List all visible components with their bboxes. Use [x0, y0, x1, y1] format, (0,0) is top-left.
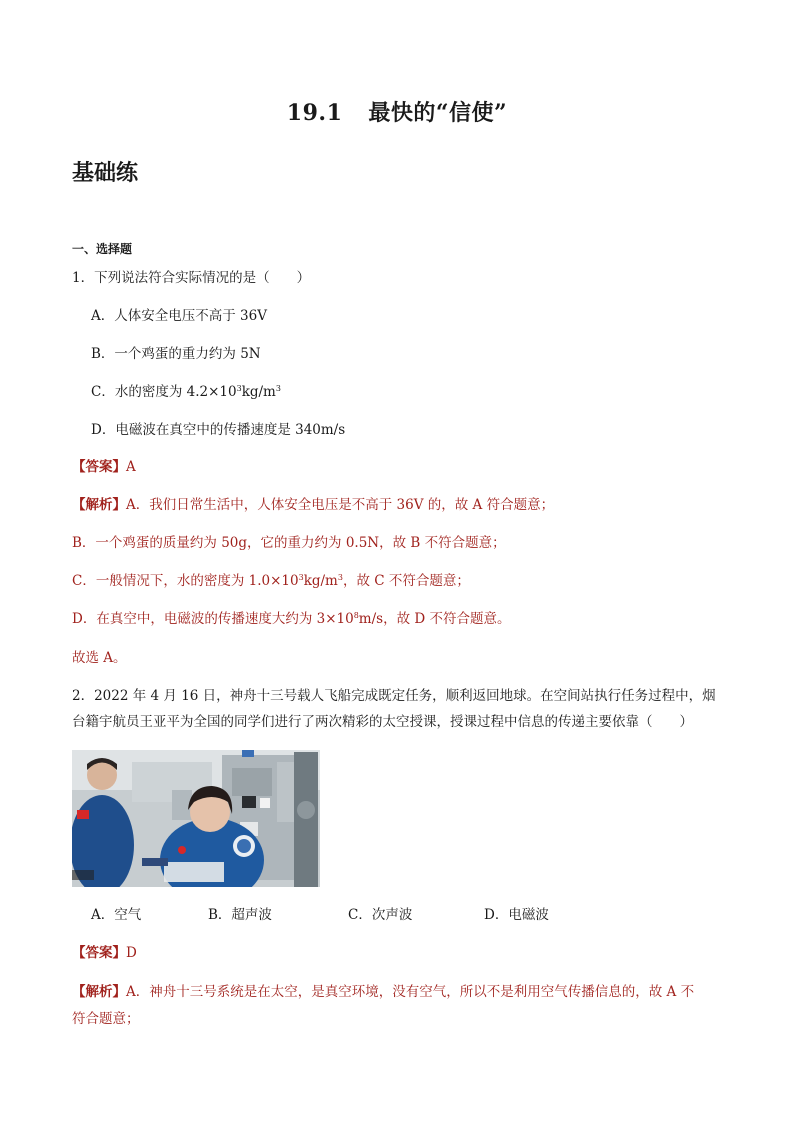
q1-explanation-d: [72, 609, 510, 629]
q2-answer: [72, 943, 137, 963]
q1-answer-tag: 【答案】: [72, 459, 126, 475]
part-heading: 一、选择题: [72, 242, 133, 256]
q2-option-b: B．超声波: [208, 907, 272, 923]
q1-option-a: A．人体安全电压不高于 36V: [91, 308, 267, 324]
q2-explanation-a-text: A．神舟十三号系统是在太空，是真空环境，没有空气，所以不是利用空气传播信息的，故 A 不: [126, 984, 695, 1000]
section-title: 基础练: [72, 160, 139, 186]
q2-answer-value: D: [126, 945, 137, 961]
page-title: [0, 96, 794, 127]
q1-explanation-c-text: C．一般情况下，水的密度为 1.0×10: [72, 573, 299, 589]
q1-explanation-c-unit-exponent: 3: [337, 573, 343, 582]
q1-option-c-unit-exponent: 3: [275, 384, 281, 393]
q1-explanation-c-unit: kg/m: [303, 573, 338, 589]
q2-answer-tag: 【答案】: [72, 945, 126, 961]
q2-option-c: C．次声波: [348, 907, 413, 923]
q1-explanation-d-text: D．在真空中，电磁波的传播速度大约为 3×10: [72, 611, 354, 627]
q1-explanation-c: [72, 571, 470, 591]
q1-explanation-d-tail: m/s，故 D 不符合题意。: [358, 611, 511, 627]
q1-explanation-d-exponent: 8: [353, 611, 359, 620]
q1-answer-value: A: [126, 459, 136, 475]
q1-explanation-c-exponent: 3: [298, 573, 304, 582]
lesson-number: 19.1: [286, 100, 343, 126]
q1-option-d: D．电磁波在真空中的传播速度是 340m/s: [91, 422, 346, 438]
q1-stem: 1．下列说法符合实际情况的是（ ）: [72, 270, 311, 286]
q1-option-c-exponent: 3: [236, 384, 242, 393]
space-station-photo: [72, 750, 320, 887]
q1-option-c: [91, 382, 281, 402]
q1-answer: [72, 457, 136, 477]
q2-stem-line-2: 台籍宇航员王亚平为全国的同学们进行了两次精彩的太空授课，授课过程中信息的传递主要依靠（ ）: [72, 714, 693, 730]
q2-option-d: D．电磁波: [484, 907, 549, 923]
q2-explanation-a-line-2: 符合题意；: [72, 1011, 140, 1027]
q1-explanation-a: [72, 495, 554, 515]
q1-explanation-a-text: A．我们日常生活中，人体安全电压是不高于 36V 的，故 A 符合题意；: [126, 497, 555, 513]
q1-option-c-text: C．水的密度为 4.2×10: [91, 384, 237, 400]
q1-explanation-tag: 【解析】: [72, 497, 126, 513]
q2-explanation-a-line-1: [72, 982, 694, 1002]
q2-explanation-tag: 【解析】: [72, 984, 126, 1000]
q1-explanation-b: B．一个鸡蛋的质量约为 50g，它的重力约为 0.5N，故 B 不符合题意；: [72, 535, 506, 551]
q2-option-a: A．空气: [91, 907, 142, 923]
q1-option-b: B．一个鸡蛋的重力约为 5N: [91, 346, 261, 362]
q1-explanation-c-tail: ，故 C 不符合题意；: [342, 573, 470, 589]
q1-conclusion: 故选 A。: [72, 650, 127, 666]
space-station-photo-art: [72, 750, 320, 887]
q1-option-c-unit: kg/m: [241, 384, 276, 400]
q2-stem-line-1: 2．2022 年 4 月 16 日，神舟十三号载人飞船完成既定任务，顺利返回地球。在空间站执行任务过程中，烟: [72, 688, 716, 704]
lesson-title: 最快的“信使”: [368, 100, 508, 126]
